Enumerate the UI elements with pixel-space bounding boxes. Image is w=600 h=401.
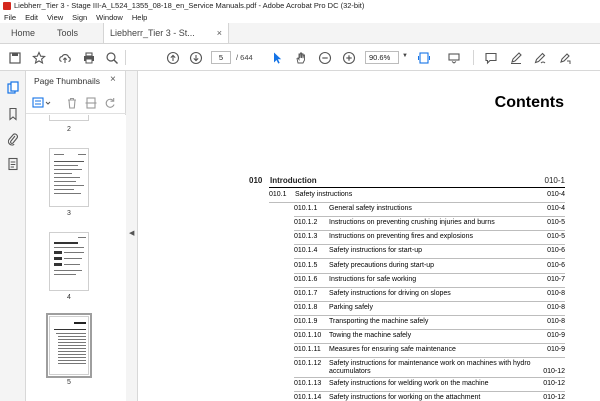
toc-entry-number: 010.1 [269, 191, 287, 198]
toc-entry-title: Safety instructions for welding work on the machine [329, 380, 489, 388]
toc-entry-page: 010-12 [543, 394, 565, 401]
toc-entry-page: 010-12 [543, 380, 565, 388]
toc-entry-row[interactable] [138, 344, 565, 358]
page-number-input[interactable]: 5 [211, 51, 231, 64]
menu-sign[interactable]: Sign [72, 13, 88, 22]
toc-entry-number: 010.1.7 [294, 289, 318, 297]
cloud-upload-icon [58, 51, 72, 65]
page-display-button[interactable] [415, 49, 432, 66]
main-toolbar [0, 44, 600, 71]
thumbnail-page[interactable] [49, 115, 89, 121]
toc-entry-title: Instructions for safe working [329, 275, 417, 283]
sign-pen-icon [558, 51, 572, 65]
zoom-level-input[interactable]: 90.6% [365, 51, 399, 64]
toc-entry-title: Safety instructions for start-up [329, 247, 422, 255]
highlight-button[interactable] [507, 49, 524, 66]
toc-entry-number: 010.1.4 [294, 247, 318, 255]
toc-entry-page: 010-4 [547, 205, 565, 213]
toc-entry-title: Transporting the machine safely [329, 317, 429, 325]
toc-entry-title: Instructions on preventing crushing injuries and burns [329, 219, 495, 227]
find-button[interactable] [103, 49, 120, 66]
menu-bar [0, 12, 600, 23]
cursor-arrow-icon [270, 51, 284, 65]
toc-entry-row[interactable] [138, 274, 565, 288]
toc-entry-number: 010.1.8 [294, 303, 318, 311]
paperclip-icon[interactable] [6, 132, 20, 146]
pen-icon [509, 51, 523, 65]
panel-title: Page Thumbnails [34, 76, 100, 86]
toc-entry-page: 010-5 [547, 233, 565, 241]
panel-close-icon[interactable]: × [110, 74, 116, 85]
thumbnail-page-label: 5 [67, 379, 71, 386]
toc-entry-page: 010-8 [547, 303, 565, 311]
thumbnail-page[interactable] [49, 232, 89, 291]
star-icon [32, 51, 46, 65]
page-heading: Contents [494, 94, 564, 111]
toc-entry-page: 010-5 [547, 219, 565, 227]
toc-entry-row[interactable] [138, 378, 565, 392]
window-title-bar [0, 0, 600, 12]
toc-entry-number: 010.1.3 [294, 233, 318, 241]
toc-entry-row[interactable] [138, 231, 565, 245]
toc-entry-row[interactable] [138, 330, 565, 344]
toc-entry-title: Parking safely [329, 303, 373, 311]
toc-entry-title: Safety instructions for maintenance work on machines with hydro [329, 360, 531, 368]
tab-document[interactable] [103, 23, 229, 43]
page-thumbnails-icon[interactable] [6, 81, 20, 95]
menu-edit[interactable]: Edit [25, 13, 39, 22]
toc-section-rule [269, 187, 565, 188]
toc-entry-row[interactable] [138, 392, 565, 401]
comment-button[interactable] [482, 49, 499, 66]
toc-entry-row[interactable] [138, 288, 565, 302]
toc-entry-number: 010.1.11 [294, 346, 321, 354]
thumbnail-page-label: 2 [67, 126, 71, 133]
toolbar-divider [473, 50, 474, 65]
left-navigation-rail [0, 71, 26, 401]
menu-view[interactable]: View [47, 13, 64, 22]
toc-entry-row[interactable] [138, 203, 565, 217]
toc-entry-title: Towing the machine safely [329, 332, 412, 339]
thumbnail-options-icon[interactable] [32, 96, 52, 110]
toc-entry-title: Instructions on preventing fires and explosions [329, 233, 473, 241]
thumbnail-page[interactable] [49, 148, 89, 207]
toolbar-divider [125, 50, 126, 65]
panel-toolbar [26, 92, 126, 114]
toc-entry-row[interactable] [138, 245, 565, 259]
toc-entry-number: 010.1.10 [294, 332, 322, 339]
toc-entry-page: 010-12 [543, 368, 565, 376]
tab-document-label: Liebherr_Tier 3 - St... [110, 28, 195, 38]
keyboard-icon [447, 51, 461, 65]
tab-close-icon[interactable]: × [216, 28, 223, 38]
hand-icon [294, 51, 308, 65]
toc-entry-number: 010.1.1 [294, 205, 318, 213]
upload-button[interactable] [56, 49, 73, 66]
toc-entry-number: 010.1.12 [294, 360, 322, 368]
document-view[interactable] [138, 71, 600, 401]
toc-entry-row[interactable] [138, 189, 565, 203]
select-tool-button[interactable] [268, 49, 285, 66]
toc-entry-title: Safety instructions for working on the attachment [329, 394, 481, 401]
rotate-icon[interactable] [103, 96, 117, 110]
arrow-down-circle-icon [189, 51, 203, 65]
page-total-label: / 644 [236, 53, 253, 62]
tab-home[interactable]: Home [11, 28, 36, 38]
print-icon [82, 51, 96, 65]
trash-icon[interactable] [65, 96, 79, 110]
comment-icon [484, 51, 498, 65]
toc-entry-page: 010-9 [547, 332, 565, 339]
toc-entry-page: 010-6 [547, 247, 565, 255]
toc-entry-number: 010.1.6 [294, 275, 318, 283]
save-button[interactable] [6, 49, 23, 66]
toc-entry-row[interactable] [138, 217, 565, 231]
menu-file[interactable]: File [4, 13, 17, 22]
layers-icon[interactable] [6, 157, 20, 171]
save-icon [8, 51, 22, 65]
collapse-panel-arrow-icon[interactable]: ◀ [129, 230, 135, 237]
minus-circle-icon [318, 51, 332, 65]
sign-button[interactable] [556, 49, 573, 66]
toc-entry-number: 010.1.14 [294, 394, 322, 401]
toc-entry-title: Safety instructions [295, 191, 353, 198]
scroll-mode-button[interactable] [445, 49, 462, 66]
toc-entry-page: 010-7 [547, 275, 565, 283]
toc-entry-number: 010.1.9 [294, 317, 318, 325]
toc-entry-row[interactable] [138, 302, 565, 316]
toc-entry-number: 010.1.13 [294, 380, 322, 388]
menu-help[interactable]: Help [131, 13, 148, 22]
hand-tool-button[interactable] [292, 49, 309, 66]
toc-entry-title: Safety instructions for driving on slopes [329, 289, 451, 297]
toc-entry-row[interactable] [138, 316, 565, 330]
toc-section-page: 010-1 [544, 176, 565, 185]
tab-tools[interactable]: Tools [57, 28, 79, 38]
toc-entry-page: 010-8 [547, 317, 565, 325]
toc-entry-page: 010-4 [547, 191, 565, 198]
acrobat-app-icon [3, 2, 11, 10]
toc-entry-title-continued: accumulators [329, 368, 371, 376]
menu-window[interactable]: Window [96, 13, 123, 22]
page-fit-icon [417, 51, 431, 65]
toc-entry-title: Safety precautions during start-up [329, 261, 435, 269]
draw-button[interactable] [531, 49, 548, 66]
tab-bar [0, 23, 600, 44]
toc-section-number: 010 [249, 176, 263, 185]
toc-entry-page: 010-9 [547, 346, 565, 354]
panel-splitter[interactable] [126, 71, 138, 401]
thumbnail-list [26, 115, 126, 401]
toc-entry-number: 010.1.2 [294, 219, 318, 227]
thumbnail-page-label: 4 [67, 294, 71, 301]
arrow-up-circle-icon [166, 51, 180, 65]
window-title: Liebherr_Tier 3 - Stage III-A_L524_1355_08-18_en_Service Manuals.pdf - Adobe Acrobat Pro DC (32-bit) [14, 1, 365, 10]
thumbnail-page-selected[interactable] [49, 316, 89, 375]
toc-entry-page: 010-8 [547, 289, 565, 297]
toc-entry-title: General safety instructions [329, 205, 412, 213]
toc-entry-page: 010-6 [547, 261, 565, 269]
pencil-icon [533, 51, 547, 65]
bookmark-button[interactable] [30, 49, 47, 66]
thumbnail-page-label: 3 [67, 210, 71, 217]
print-button[interactable] [80, 49, 97, 66]
search-icon [105, 51, 119, 65]
plus-circle-icon [342, 51, 356, 65]
toc-section-title: Introduction [270, 176, 317, 185]
zoom-dropdown-chevron-icon[interactable]: ▼ [402, 53, 408, 59]
previous-page-button[interactable] [164, 49, 181, 66]
zoom-out-button[interactable] [316, 49, 333, 66]
insert-page-icon[interactable] [84, 96, 98, 110]
toc-entry-row[interactable] [138, 260, 565, 274]
toc-entry-row[interactable] [138, 358, 565, 378]
zoom-in-button[interactable] [340, 49, 357, 66]
toc-entry-number: 010.1.5 [294, 261, 318, 269]
page-thumbnails-panel [26, 71, 126, 401]
bookmark-icon[interactable] [6, 107, 20, 121]
next-page-button[interactable] [187, 49, 204, 66]
toc-entry-title: Measures for ensuring safe maintenance [329, 346, 456, 354]
